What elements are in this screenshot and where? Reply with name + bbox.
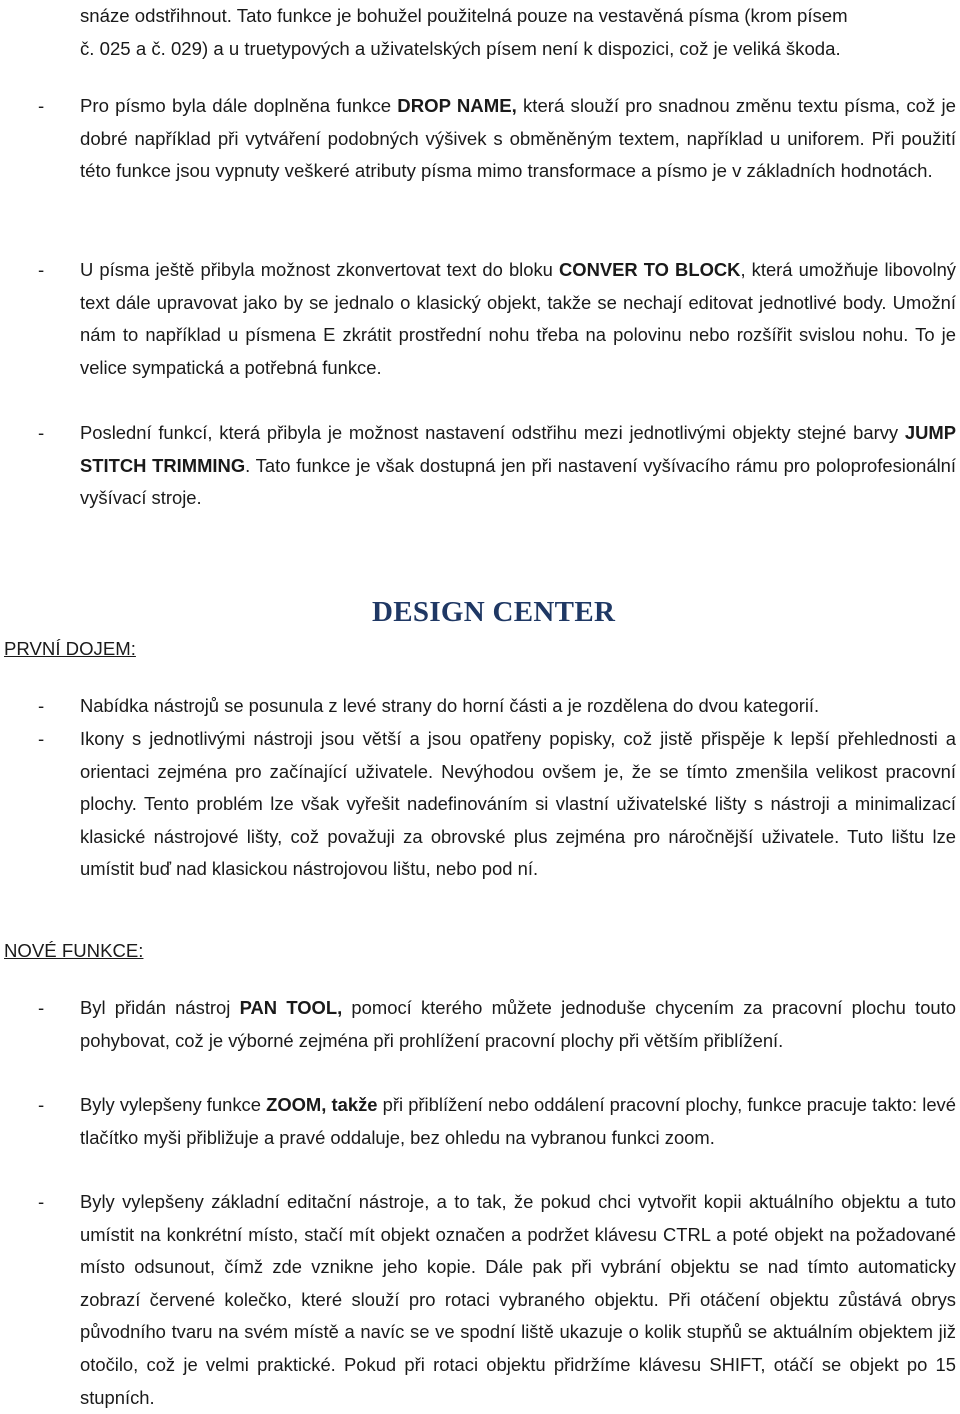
bullet-bold-term: ZOOM, takže [266, 1094, 378, 1115]
bullet-bold-term: JUMP STITCH TRIMMING [80, 422, 956, 476]
bullet-text: . Tato funkce je však dostupná jen při nastavení vyšívacího rámu pro poloprofesionální vyšívací stroje. [80, 454, 956, 509]
intro-line-2: č. 025 a č. 029) a u truetypových a uživatelských písem není k dispozici, což je veliká škoda. [80, 37, 841, 59]
bullet-bold-term: CONVER TO BLOCK [559, 259, 741, 280]
bullet-text: která slouží pro snadnou změnu textu písma, což je dobré například při vytváření podobných výšivek s obměněným textem, například u uniforem. Při použití této funkce jsou vypnuty veškeré atributy písma mimo transformace a písmo je v základních hodnotách. [80, 95, 956, 182]
bullet-menu-moved: Nabídka nástrojů se posunula z levé strany do horní části a je rozdělena do dvou kategorií. [80, 695, 820, 716]
bullet-bold-term: PAN TOOL, [239, 997, 343, 1018]
bullet-pan-tool [80, 992, 956, 1057]
bullet-text: Byly vylepšeny základní editační nástroje, a to tak, že pokud chci vytvořit kopii aktuálního objektu a tuto umístit na konkrétní místo, stačí mít objekt označen a podržet klávesu CTRL a poté objekt na požadované místo odsunout, čímž zde vznikne jeho kopie. Dále pak při vybrání objektu se nad tímto automaticky zobrazí červené kolečko, které slouží pro rotaci vybraného objektu. Při otáčení objektu zůstává obrys původního tvaru na svém místě a navíc se ve spodní liště ukazuje o kolik stupňů se aktuálním objektem již otočilo, což je velmi praktické. Pokud při rotaci objektu přidržíme klávesu SHIFT, otáčí se objekt po 15 stupních. [80, 1191, 956, 1408]
bullet-dash: - [38, 422, 45, 443]
section-title: DESIGN CENTER [372, 596, 616, 628]
bullet-text: Byly vylepšeny funkce [80, 1094, 267, 1115]
bullet-dash: - [38, 695, 45, 716]
bullet-convert-block [80, 254, 956, 384]
heading-first-impression: PRVNÍ DOJEM: [4, 638, 136, 659]
bullet-icons: Ikony s jednotlivými nástroji jsou větší a jsou opatřeny popisky, což jistě přispěje k lepší přehlednosti a orientaci zejména pro začínající uživatele. Nevýhodou ovšem je, že se tímto zmenšila velikost pracovní plochy. Tento problém lze však vyřešit nadefinováním si vlastní uživatelské lišty s nástroji a minimalizací klasické nástrojové lišty, což považuji za obrovské plus zejména pro náročnější uživatele. Tuto lištu lze umístit buď nad klasickou nástrojovou lištu, nebo pod ní. [80, 728, 956, 880]
intro-paragraph [80, 0, 956, 65]
bullet-text: Poslední funkcí, která přibyla je možnost nastavení odstřihu mezi jednotlivými objekty stejné barvy [80, 422, 905, 443]
bullet-dash: - [38, 728, 45, 749]
bullet-dash: - [38, 1094, 45, 1115]
bullet-dash: - [38, 95, 45, 116]
bullet-text: Pro písmo byla dále doplněna funkce [80, 95, 398, 116]
bullet-dash: - [38, 1191, 45, 1212]
bullet-text: U písma ještě přibyla možnost zkonvertovat text do bloku [80, 259, 559, 280]
bullet-text: při přiblížení nebo oddálení pracovní plochy, funkce pracuje takto: levé tlačítko myši přibližuje a pravé oddaluje, bez ohledu na vybranou funkci zoom. [80, 1094, 956, 1148]
bullet-text: Byl přidán nástroj [80, 997, 240, 1018]
bullet-jump-stitch [80, 417, 956, 515]
bullet-zoom [80, 1089, 956, 1154]
heading-new-features: NOVÉ FUNKCE: [4, 940, 144, 961]
bullet-bold-term: DROP NAME, [397, 95, 517, 116]
bullet-text: pomocí kterého můžete jednoduše chycením za pracovní plochu touto pohybovat, což je výborné zejména při prohlížení pracovní plochy při větším přiblížení. [80, 997, 956, 1051]
bullet-dash: - [38, 997, 45, 1018]
bullet-drop-name [80, 90, 956, 188]
bullet-dash: - [38, 259, 45, 280]
intro-line-1: snáze odstřihnout. Tato funkce je bohužel použitelná pouze na vestavěná písma (krom písem [80, 5, 848, 26]
bullet-text: , která umožňuje libovolný text dále upravovat jako by se jednalo o klasický objekt, takže se nechají editovat jednotlivé body. Umožní nám to například u písmena E zkrátit prostřední nohu třeba na polovinu nebo rozšířit svislou nohu. To je velice sympatická a potřebná funkce. [80, 259, 957, 378]
bullet-editing-tools [80, 1186, 956, 1414]
